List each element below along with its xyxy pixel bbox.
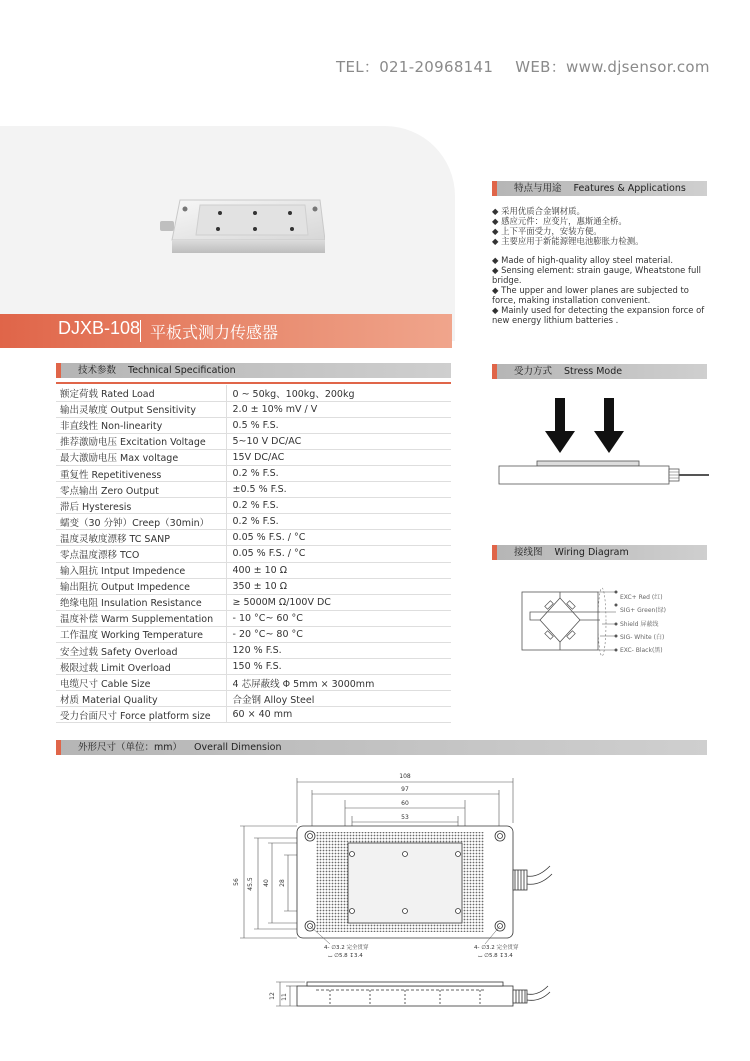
- spec-label: 额定荷载 Rated Load: [56, 385, 226, 401]
- features-header: [492, 181, 707, 196]
- spec-label: 重复性 Repetitiveness: [56, 465, 226, 481]
- dim-12: 12: [269, 992, 276, 1000]
- wire-terminal-sig-plus: [615, 604, 618, 607]
- spec-row: [56, 433, 451, 449]
- feature-en-item: ◆ Mainly used for detecting the expansion force of new energy lithium batteries .: [492, 305, 705, 325]
- spec-row: [56, 707, 451, 723]
- features-list: [492, 206, 707, 325]
- wire-label-sig-minus: SIG- White (白): [620, 634, 665, 641]
- dim-40: 40: [263, 879, 270, 887]
- dim-28: 28: [279, 879, 286, 887]
- spec-accent-line: [56, 382, 451, 384]
- spec-label: 推荐激励电压 Excitation Voltage: [56, 433, 226, 449]
- wiring-diagram: [520, 580, 720, 660]
- spec-value: 0.5 % F.S.: [226, 417, 451, 433]
- spec-value: 120 % F.S.: [226, 643, 451, 659]
- wiring-header-cn: 接线图: [514, 547, 543, 558]
- spec-value: 0.2 % F.S.: [226, 514, 451, 530]
- spec-value: 150 % F.S.: [226, 659, 451, 675]
- feature-cn-item: ◆ 主要应用于新能源锂电池膨胀力检测。: [492, 236, 644, 246]
- dim-60: 60: [401, 800, 409, 807]
- spec-value: 400 ± 10 Ω: [226, 562, 451, 578]
- dim-56: 56: [233, 878, 240, 886]
- dimension-header-cn: 外形尺寸（单位：mm）: [78, 742, 183, 753]
- wire-terminal-sig-minus: [615, 635, 618, 638]
- contact-web: WEB：www.djsensor.com: [515, 58, 710, 76]
- contact-tel: TEL：021-20968141: [336, 58, 494, 76]
- spec-value: 0 ~ 50kg、100kg、200kg: [226, 385, 451, 401]
- spec-value: 0.05 % F.S. / °C: [226, 546, 451, 562]
- spec-label: 材质 Material Quality: [56, 691, 226, 707]
- product-name: 平板式测力传感器: [150, 323, 279, 342]
- spec-label: 电缆尺寸 Cable Size: [56, 675, 226, 691]
- wire-label-sig-plus: SIG+ Green(绿): [620, 607, 667, 614]
- wire-terminal-shield: [615, 623, 618, 626]
- dimension-drawing: [220, 768, 560, 1053]
- spec-value: 2.0 ± 10% mV / V: [226, 401, 451, 417]
- dimension-header-en: Overall Dimension: [194, 742, 282, 753]
- spec-value: ±0.5 % F.S.: [226, 482, 451, 498]
- spec-label: 零点输出 Zero Output: [56, 482, 226, 498]
- dimension-header: [56, 740, 707, 755]
- feature-cn-item: ◆ 采用优质合金钢材质。: [492, 206, 585, 216]
- spec-label: 温度灵敏度漂移 TC SANP: [56, 530, 226, 546]
- spec-row: [56, 578, 451, 594]
- spec-value: 4 芯屏蔽线 Φ 5mm × 3000mm: [226, 675, 451, 691]
- hole-note-right-1: 4- ∅3.2 完全贯穿: [474, 945, 519, 951]
- dim-11: 11: [281, 993, 288, 1001]
- wire-terminal-exc-minus: [615, 649, 618, 652]
- product-image: [160, 195, 325, 257]
- spec-label: 受力台面尺寸 Force platform size: [56, 707, 226, 723]
- spec-row: [56, 610, 451, 626]
- features-header-en: Features & Applications: [573, 183, 686, 194]
- features-header-cn: 特点与用途: [514, 183, 562, 194]
- spec-row: [56, 417, 451, 433]
- spec-value: 5~10 V DC/AC: [226, 433, 451, 449]
- wiring-header: [492, 545, 707, 560]
- spec-row: [56, 498, 451, 514]
- spec-row: [56, 449, 451, 465]
- dim-53: 53: [401, 814, 409, 821]
- feature-en-item: ◆ The upper and lower planes are subjected to force, making installation convenient.: [492, 285, 689, 305]
- spec-row: [56, 546, 451, 562]
- dim-97: 97: [401, 786, 409, 793]
- product-model: DJXB-108: [58, 318, 141, 338]
- hole-note-right-2: ⌴ ∅5.8 ↧3.4: [478, 953, 513, 959]
- wire-label-exc-plus: EXC+ Red (红): [620, 594, 663, 601]
- spec-label: 蠕变（30 分钟）Creep（30min）: [56, 514, 226, 530]
- spec-table: [56, 385, 451, 723]
- spec-header-cn: 技术参数: [78, 365, 117, 376]
- spec-label: 最大激励电压 Max voltage: [56, 449, 226, 465]
- spec-row: [56, 643, 451, 659]
- spec-label: 输出灵敏度 Output Sensitivity: [56, 401, 226, 417]
- feature-cn-item: ◆ 上下平面受力，安装方便。: [492, 226, 602, 236]
- spec-label: 绝缘电阻 Insulation Resistance: [56, 594, 226, 610]
- spec-value: - 20 °C~ 80 °C: [226, 626, 451, 642]
- spec-value: 0.2 % F.S.: [226, 498, 451, 514]
- spec-row: [56, 675, 451, 691]
- wire-label-shield: Shield 屏蔽线: [620, 621, 659, 628]
- spec-value: 60 × 40 mm: [226, 707, 451, 723]
- spec-label: 零点温度漂移 TCO: [56, 546, 226, 562]
- spec-label: 非直线性 Non-linearity: [56, 417, 226, 433]
- spec-row: [56, 562, 451, 578]
- spec-value: 合金钢 Alloy Steel: [226, 691, 451, 707]
- spec-row: [56, 594, 451, 610]
- spec-value: 0.05 % F.S. / °C: [226, 530, 451, 546]
- spec-row: [56, 385, 451, 401]
- hole-note-left-1: 4- ∅3.2 完全贯穿: [324, 945, 369, 951]
- spec-row: [56, 659, 451, 675]
- stress-header-en: Stress Mode: [564, 366, 623, 377]
- contact-info: [336, 56, 732, 77]
- spec-row: [56, 626, 451, 642]
- spec-header: [56, 363, 451, 378]
- spec-value: 350 ± 10 Ω: [226, 578, 451, 594]
- feature-en-item: ◆ Made of high-quality alloy steel material.: [492, 255, 674, 265]
- spec-row: [56, 691, 451, 707]
- dim-45-5: 45.5: [247, 877, 254, 891]
- feature-cn-item: ◆ 感应元件：应变片，惠斯通全桥。: [492, 216, 627, 226]
- spec-row: [56, 530, 451, 546]
- spec-label: 输入阻抗 Intput Impedence: [56, 562, 226, 578]
- wire-terminal-exc-plus: [615, 591, 618, 594]
- spec-label: 极限过载 Limit Overload: [56, 659, 226, 675]
- title-separator: [140, 320, 141, 342]
- spec-header-en: Technical Specification: [128, 365, 236, 376]
- spec-row: [56, 514, 451, 530]
- spec-label: 温度补偿 Warm Supplementation: [56, 610, 226, 626]
- spec-label: 滞后 Hysteresis: [56, 498, 226, 514]
- wire-label-exc-minus: EXC- Black(黑): [620, 647, 663, 654]
- feature-en-item: ◆ Sensing element: strain gauge, Wheatstone full bridge.: [492, 265, 701, 285]
- spec-value: - 10 °C~ 60 °C: [226, 610, 451, 626]
- hole-note-left-2: ⌴ ∅5.8 ↧3.4: [328, 953, 363, 959]
- spec-value: 0.2 % F.S.: [226, 465, 451, 481]
- wiring-header-en: Wiring Diagram: [554, 547, 629, 558]
- stress-header: [492, 364, 707, 379]
- spec-label: 安全过载 Safety Overload: [56, 643, 226, 659]
- spec-row: [56, 465, 451, 481]
- spec-row: [56, 401, 451, 417]
- spec-label: 工作温度 Working Temperature: [56, 626, 226, 642]
- stress-diagram: [497, 393, 712, 488]
- spec-row: [56, 482, 451, 498]
- spec-label: 输出阻抗 Output Impedence: [56, 578, 226, 594]
- spec-value: 15V DC/AC: [226, 449, 451, 465]
- stress-header-cn: 受力方式: [514, 366, 553, 377]
- dim-108: 108: [399, 773, 411, 780]
- spec-value: ≥ 5000M Ω/100V DC: [226, 594, 451, 610]
